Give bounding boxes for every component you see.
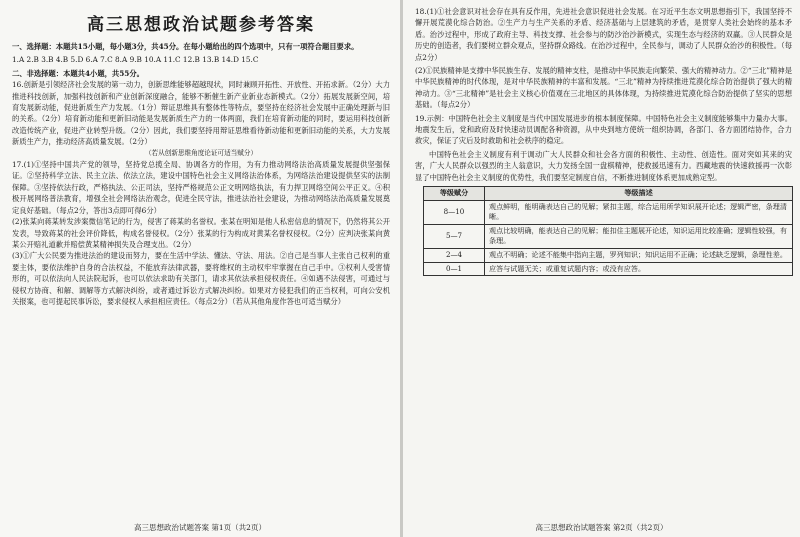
level-cell: 8—10 [424,200,485,224]
description-cell: 观点不明确；论述不能集中指向主题，罗列知识；知识运用不正确；论述缺乏逻辑，条理性差。 [485,249,793,263]
table-row [424,200,793,224]
table-row [424,249,793,263]
question-18-part-2: (2)①民族精神是支撑中华民族生存、发展的精神支柱，是推动中华民族走向繁荣、强大的精神动力。②“三北”精神是中华民族精神的时代体现，是对中华民族精神的丰富和发展。“三北”精神为持续推进荒漠化综合防治提供了强大的精神动力。③“三北精神”是社会主义核心价值观在三北地区的具体体现，为持续推进荒漠化综合防治提供了坚实的思想基础。（每点2分） [415,66,792,110]
question-19-answer: 19.示例：中国特色社会主义制度是当代中国发展进步的根本制度保障。中国特色社会主义制度能够集中力量办大事。地震发生后，党和政府及时快速动员调配各种资源，从中央到地方使统一组织协调，各部门、各方面团结协作，合力救灾，保证了灾后及时救助和社会秩序的稳定。 [415,113,792,146]
column-header-level: 等级赋分 [424,187,485,201]
description-cell: 观点鲜明，能明确表达自己的见解；紧扣主题，综合运用所学知识展开论述；逻辑严密，条理清晰。 [485,200,793,224]
description-cell: 应答与试题无关；或重复试题内容；或没有应答。 [485,262,793,276]
question-18-part-1: 18.(1)①社会意识对社会存在具有反作用，先进社会意识促进社会发展。在习近平生态文明思想指引下，我国坚持不懈开展荒漠化综合防治。②生产力与生产关系的矛盾、经济基础与上层建筑的矛盾，是贯穿人类社会始终的基本矛盾。治沙过程中，形成了政府主导、科技支撑、社会参与的防沙治沙新模式，实现生态与经济的双赢。③人民群众是历史的创造者，我们要树立群众观点，坚持群众路线。在治沙过程中，全民参与，调动了人民群众治沙的积极性。（每点2分） [415,7,792,62]
question-19-continued: 中国特色社会主义制度有利于调动广大人民群众和社会各方面的积极性、主动性、创造性。面对突如其来的灾害，广大人民群众以强烈的主人翁意识，大力发扬全国一盘棋精神，使救援迅速有力。西藏地震的快速救援再一次彰显了中国特色社会主义制度的优势性，我们要坚定制度自信，不断推进制度体系更加成熟定型。 [415,149,792,182]
grading-table-header [424,187,793,201]
table-row [424,262,793,276]
choice-answers: 1.A 2.B 3.B 4.B 5.D 6.A 7.C 8.A 9.B 10.A 11.C 12.B 13.B 14.D 15.C [12,55,259,65]
column-header-description: 等级描述 [485,187,793,201]
level-cell: 5—7 [424,224,485,248]
description-cell: 观点比较明确，能表达自己的见解；能扣住主题展开论述，知识运用比较准确；逻辑性较强，有条理。 [485,224,793,248]
question-17-part-1: 17.(1)①坚持中国共产党的领导，坚持党总揽全局、协调各方的作用，为有力推动网络法治高质量发展提供坚强保证。②坚持科学立法、民主立法、依法立法，建设中国特色社会主义网络法治体系，为网络法治建设提供坚实的法制保障。③坚持依法行政，严格执法、公正司法，坚持严格规范公正文明网络执法，有力捍卫网络空间公平正义。④积极开展网络普法教育，增强全社会网络法治观念，促进全民守法，推进法治社会建设，为推动网络法治高质量发展奠定良好基础。（每点2分，答出3点即可得6分） [12,160,390,215]
page-footer: 高三思想政治试题答案 第2页（共2页） [535,523,668,532]
level-cell: 0—1 [424,262,485,276]
table-row [424,224,793,248]
level-cell: 2—4 [424,249,485,263]
question-16-note: （若从创新思维角度论证可适当赋分） [144,148,258,157]
section-1-heading: 一、选择题：本题共15小题，每小题3分，共45分。在每小题给出的四个选项中，只有一项符合题目要求。 [12,42,359,51]
question-17-part-3: (3)①广大公民要为推进法治的建设而努力，要在生活中学法、懂法、守法、用法。②自己是当事人主张自己权利的重要主体，要依法维护自身的合法权益，不能放弃法律武器，要将维权的主动权牢牢掌握在自己手中。③权利人受害情形的，可以依法向人民法院起诉，也可以依法求助有关部门，请求其依法承担侵权责任。④如遇不法侵害，可通过与侵权方协商、和解、调解等方式解决纠纷，或者通过诉讼方式解决纠纷。如果对方侵犯我们的正当权利，可向公安机关报案，也可提起民事诉讼，要求侵权人承担相应责任。（每点2分）（若从其他角度作答也可适当赋分） [12,251,390,306]
page-title: 高三思想政治试题参考答案 [87,15,315,35]
question-16-answer: 16.创新是引领经济社会发展的第一动力，创新思维能够超越现状，同时兼顾开拓性、开放性、开拓求新。（2分）大力推进科技创新，加强科技创新和产业创新深度融合，能够不断催生新产业新业态新模式。（2分）拓展发展新空间，培育发展新动能，促进新质生产力发展。（1分）辩证思维具有整体性等特点，要坚持在经济社会发展中正确处理新与旧的关系。（2分）培育新动能和更新旧动能是发展新质生产力的一体两面，我们在培育新动能的同时，要运用科技创新改造传统产业，促进产业转型升级。（2分）因此，我们要坚持用辩证思维看待新动能和更新旧动能的关系，大力发展新质生产力，推动经济高质量发展。（2分） [12,80,390,147]
answer-page-2 [403,0,800,537]
question-17-part-2: (2)张某向蒋某转发涉案微信笔记的行为，侵害了蒋某的名誉权。张某在明知是他人私密信息的情况下，仍然将其公开发表，导致蒋某的社会评价降低，构成名誉侵权。（2分）张某的行为构成对黄某名誉权侵权。（2分）应判决张某向黄某公开赔礼道歉并赔偿黄某精神损失及合理支出。（2分） [12,217,390,249]
section-2-heading: 二、非选择题：本题共4小题，共55分。 [12,68,144,78]
grading-table [423,186,793,276]
page-footer: 高三思想政治试题答案 第1页（共2页） [134,523,266,532]
